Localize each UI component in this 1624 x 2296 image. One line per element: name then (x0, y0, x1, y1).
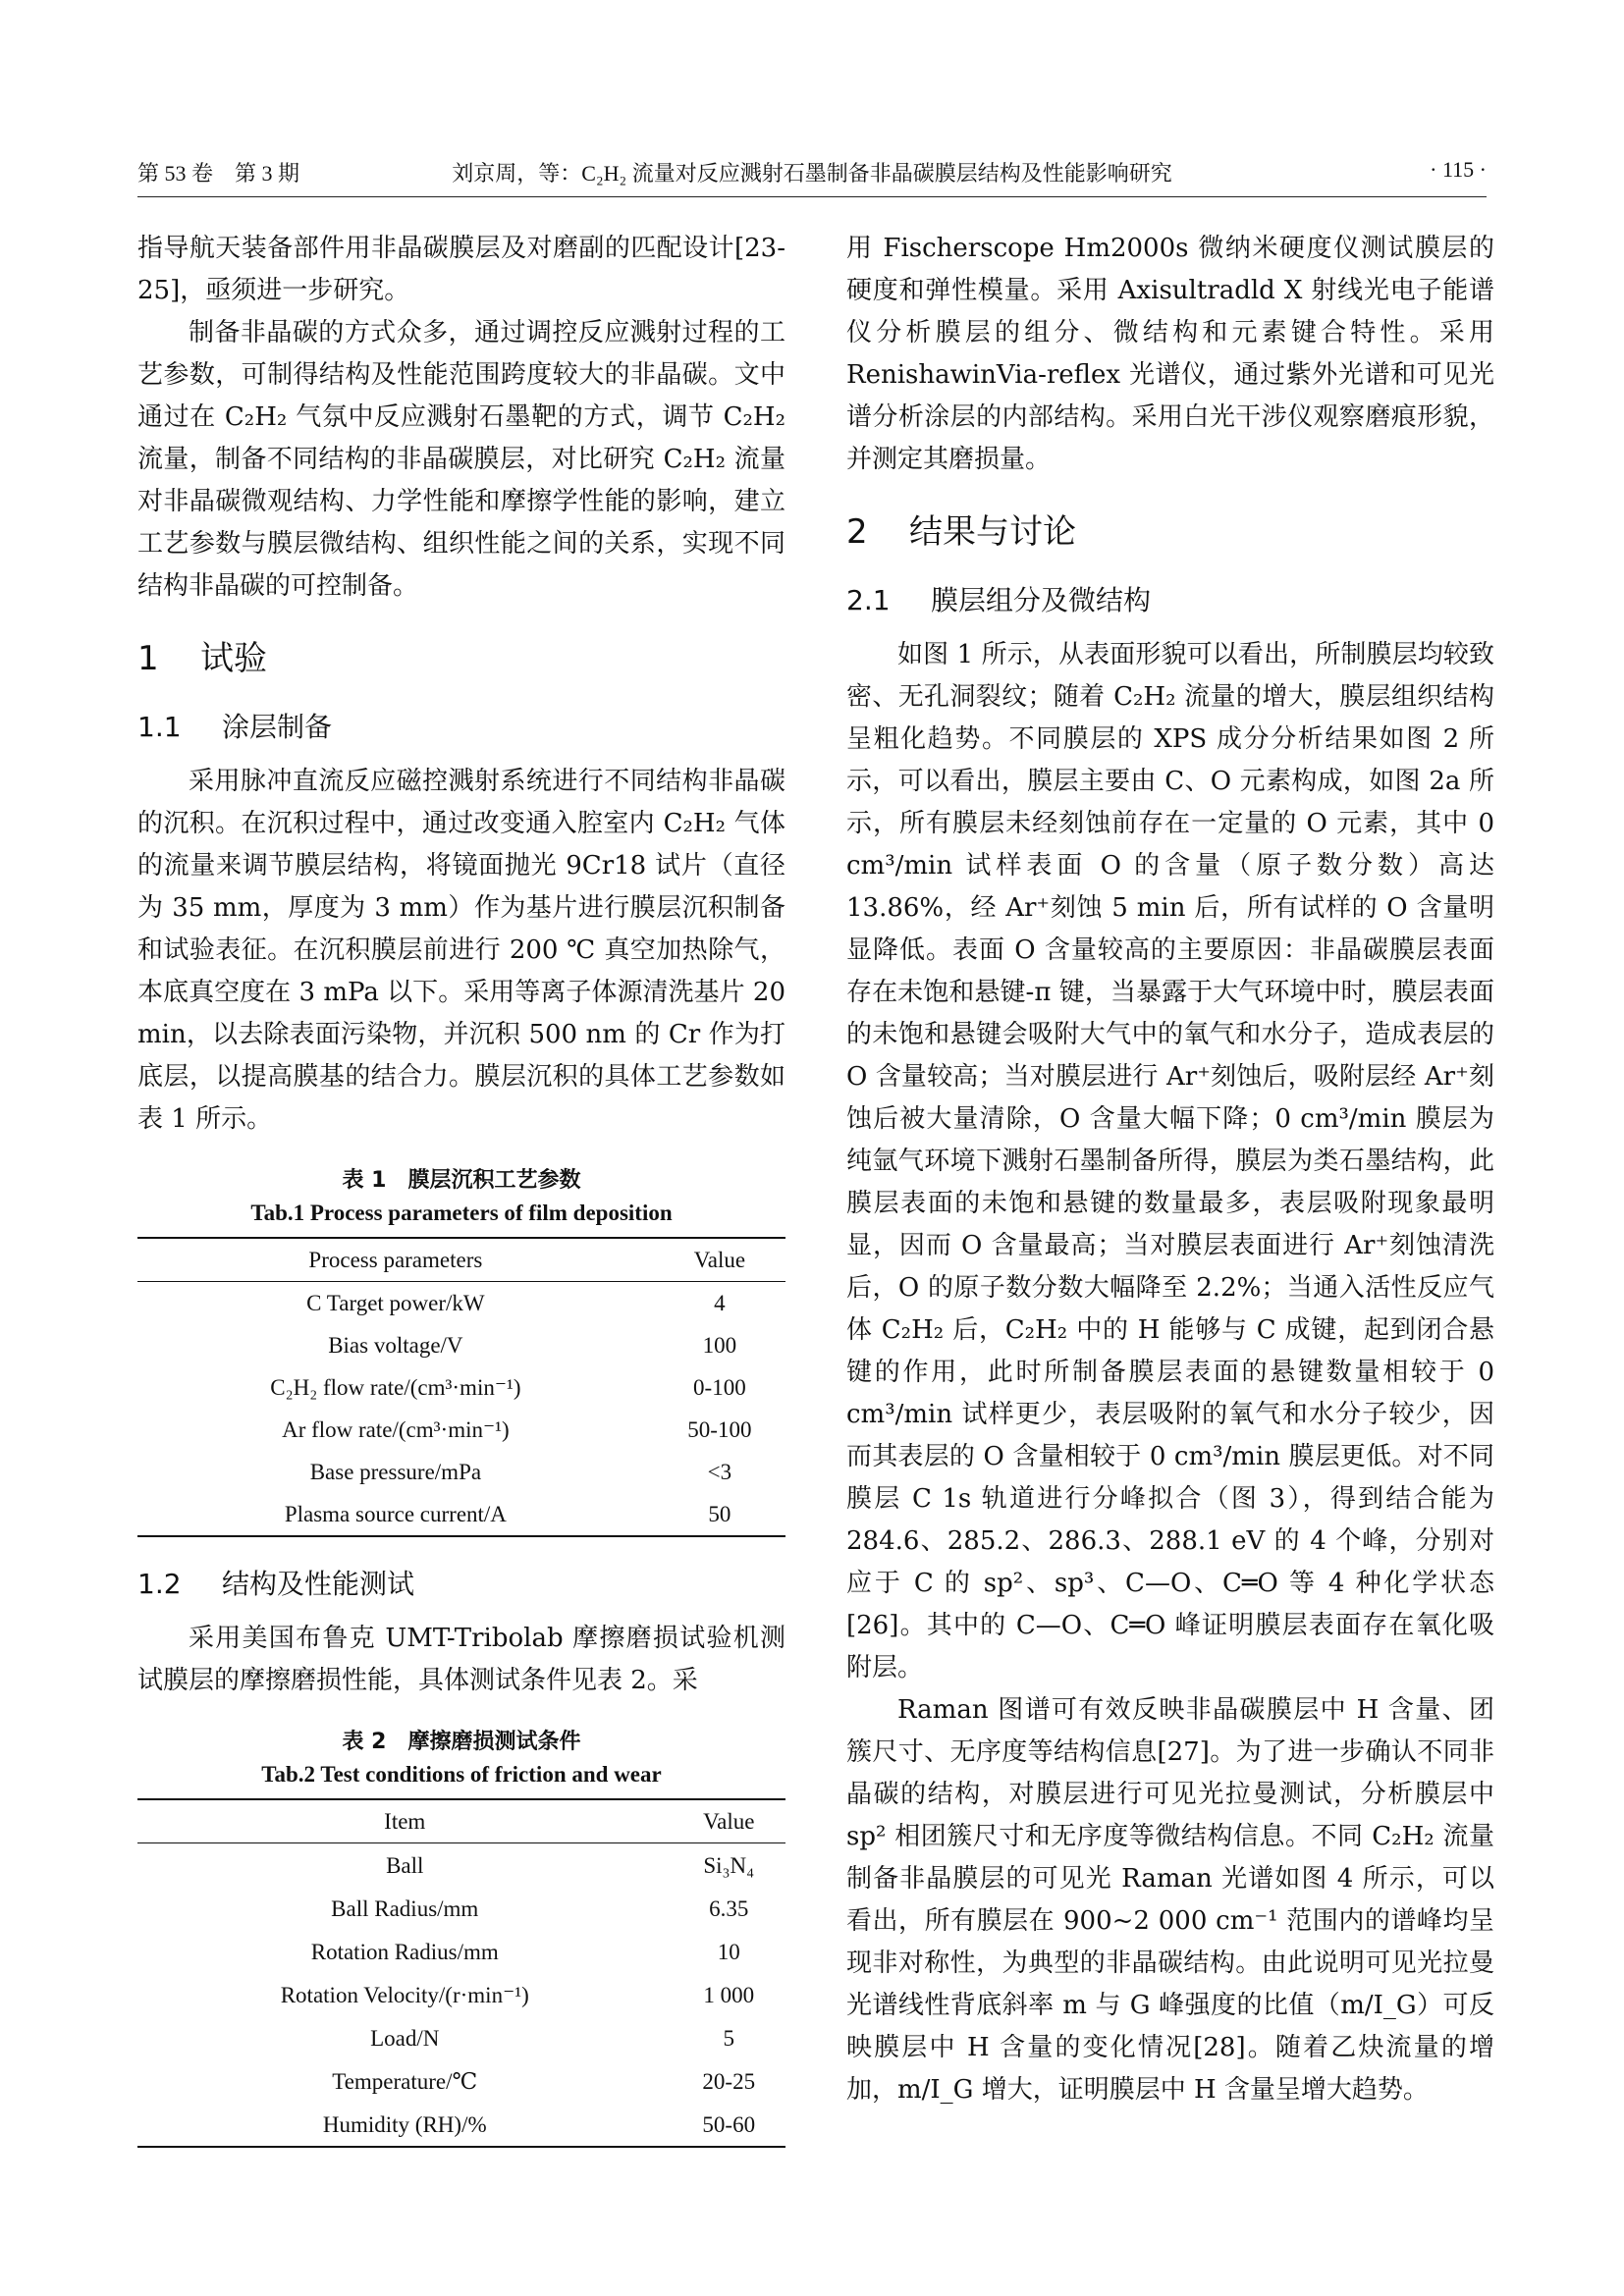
section-1-1-heading (137, 700, 785, 755)
table-cell: 4 (714, 1291, 726, 1315)
column-header: Item (384, 1809, 426, 1834)
table-2-caption-en: Tab.2 Test conditions of friction and wear (261, 1762, 662, 1787)
column-header: Value (703, 1809, 755, 1834)
section-title: 结果与讨论 (909, 512, 1076, 552)
table-row (137, 1451, 785, 1493)
left-column (137, 228, 785, 2167)
column-header: Process parameters (308, 1248, 483, 1272)
section-number: 1.2 (137, 1568, 182, 1600)
table-row (137, 1843, 785, 1888)
table-2-caption-cn: 表 2 摩擦磨损测试条件 (342, 1730, 581, 1754)
table-header-row (137, 1238, 785, 1282)
table-row (137, 1282, 785, 1325)
paragraph-raman-results: Raman 图谱可有效反映非晶碳膜层中 H 含量、团簇尺寸、无序度等结构信息[27]。为了进一步确认不同非晶碳的结构，对膜层进行可见光拉曼测试，分析膜层中 sp² 相团簇尺寸和无序度等微结构信息。不同 C₂H₂ 流量制备非晶膜层的可见光 Raman 光谱如图 4 所示，可以看出，所有膜层在 900~2 000 cm⁻¹ 范围内的谱峰均呈现非对称性，为典型的非晶碳结构。由此说明可见光拉曼光谱线性背底斜率 m 与 G 峰强度的比值（m/I_G）可反映膜层中 H 含量的变化情况[28]。随着乙炔流量的增加，m/I_G 增大，证明膜层中 H 含量呈增大趋势。 (846, 1695, 1494, 2105)
table-row (137, 2016, 785, 2059)
table-row (137, 2059, 785, 2103)
table-cell: Si₃N₄ (703, 1852, 755, 1878)
section-number: 2 (846, 512, 868, 552)
table-cell: Humidity (RH)/% (322, 2111, 487, 2137)
table-2 (137, 1798, 785, 2148)
section-title: 结构及性能测试 (222, 1568, 415, 1600)
header-rule (137, 196, 1487, 197)
section-2-heading (846, 503, 1494, 561)
section-title: 膜层组分及微结构 (931, 584, 1152, 616)
section-title: 涂层制备 (222, 711, 333, 743)
table-1-caption-cn: 表 1 膜层沉积工艺参数 (342, 1168, 581, 1193)
page-number: · 115 · (1430, 157, 1487, 182)
table-cell: 50 (708, 1502, 731, 1526)
table-row (137, 2103, 785, 2147)
table-cell: Bias voltage/V (328, 1333, 463, 1358)
table-cell: 0-100 (693, 1375, 746, 1400)
table-row (137, 1324, 785, 1366)
table-cell: 10 (717, 1939, 740, 1964)
section-2-1-heading (846, 573, 1494, 628)
table-row (137, 1973, 785, 2016)
paragraph-testing: 采用美国布鲁克 UMT-Tribolab 摩擦磨损试验机测试膜层的摩擦磨损性能，具体测试条件见表 2。采 (137, 1624, 785, 1695)
right-column (846, 228, 1494, 2111)
table-cell: Base pressure/mPa (309, 1460, 482, 1484)
table-cell: 5 (723, 2025, 734, 2051)
table-row (137, 1930, 785, 1973)
section-1-heading (137, 629, 785, 688)
section-1-2-heading (137, 1557, 785, 1612)
running-header (137, 157, 1487, 192)
table-row (137, 1887, 785, 1930)
paragraph-xps-results: 如图 1 所示，从表面形貌可以看出，所制膜层均较致密、无孔洞裂纹；随着 C₂H₂ 流量的增大，膜层组织结构呈粗化趋势。不同膜层的 XPS 成分分析结果如图 2 所示，可以看出，膜层主要由 C、O 元素构成，如图 2a 所示，所有膜层未经刻蚀前存在一定量的 O 元素，其中 0 cm³/min 试样表面 O 的含量（原子数分数）高达 13.86%，经 Ar⁺刻蚀 5 min 后，所有试样的 O 含量明显降低。表面 O 含量较高的主要原因：非晶碳膜层表面存在未饱和悬键-π 键，当暴露于大气环境中时，膜层表面的未饱和悬键会吸附大气中的氧气和水分子，造成表层的 O 含量较高；当对膜层进行 Ar⁺刻蚀后，吸附层经 Ar⁺刻蚀后被大量清除，O 含量大幅下降；0 cm³/min 膜层为纯氩气环境下溅射石墨制备所得，膜层为类石墨结构，此膜层表面的未饱和悬键的数量最多，表层吸附现象最明显，因而 O 含量最高；当对膜层表面进行 Ar⁺刻蚀清洗后，O 的原子数分数大幅降至 2.2%；当通入活性反应气体 C₂H₂ 后，C₂H₂ 中的 H 能够与 C 成键，起到闭合悬键的作用，此时所制备膜层表面的悬键数量相较于 0 cm³/min 试样更少，表层吸附的氧气和水分子较少，因而其表层的 O 含量相较于 0 cm³/min 膜层更低。对不同膜层 C 1s 轨道进行分峰拟合（图 3），得到结合能为 284.6、285.2、286.3、288.1 eV 的 4 个峰，分别对应于 C 的 sp²、sp³、C—O、C═O 等 4 种化学状态[26]。其中的 C—O、C═O 峰证明膜层表面存在氧化吸附层。 (846, 640, 1494, 1682)
table-1 (137, 1237, 785, 1537)
section-number: 2.1 (846, 584, 891, 616)
section-title: 试验 (200, 639, 267, 678)
table-cell: Ball (386, 1852, 424, 1878)
table-cell: C Target power/kW (306, 1291, 485, 1315)
table-cell: Temperature/℃ (332, 2068, 478, 2094)
paragraph-coating-prep: 采用脉冲直流反应磁控溅射系统进行不同结构非晶碳的沉积。在沉积过程中，通过改变通入腔室内 C₂H₂ 气体的流量来调节膜层结构，将镜面抛光 9Cr18 试片（直径为 35 mm，厚度为 3 mm）作为基片进行膜层沉积制备和试验表征。在沉积膜层前进行 200 ℃ 真空加热除气，本底真空度在 3 mPa 以下。采用等离子体源清洗基片 20 min，以去除表面污染物，并沉积 500 nm 的 Cr 作为打底层，以提高膜基的结合力。膜层沉积的具体工艺参数如表 1 所示。 (137, 767, 785, 1134)
column-header: Value (693, 1248, 746, 1272)
table-row (137, 1366, 785, 1409)
table-cell: Plasma source current/A (284, 1502, 507, 1526)
table-cell: 1 000 (703, 1982, 755, 2007)
table-1-caption-en: Tab.1 Process parameters of film deposition (250, 1201, 673, 1225)
paragraph-intro-continued: 指导航天装备部件用非晶碳膜层及对磨副的匹配设计[23-25]，亟须进一步研究。 (137, 234, 785, 305)
table-cell: Rotation Radius/mm (310, 1939, 499, 1964)
running-title: 刘京周，等：C₂H₂ 流量对反应溅射石墨制备非晶碳膜层结构及性能影响研究 (452, 161, 1172, 186)
journal-volume-issue: 第 53 卷 第 3 期 (137, 161, 300, 186)
table-cell: <3 (707, 1460, 732, 1484)
section-number: 1.1 (137, 711, 182, 743)
table-cell: 20-25 (702, 2068, 756, 2094)
table-cell: 50-60 (702, 2111, 756, 2137)
table-row (137, 1493, 785, 1536)
table-cell: Ball Radius/mm (331, 1896, 479, 1921)
table-cell: Ar flow rate/(cm³·min⁻¹) (282, 1417, 510, 1442)
table-row (137, 1409, 785, 1451)
table-cell: 100 (702, 1333, 737, 1358)
table-cell: 6.35 (709, 1896, 749, 1921)
table-cell: Rotation Velocity/(r·min⁻¹) (280, 1982, 529, 2007)
table-cell: 50-100 (687, 1417, 752, 1442)
paragraph-testing-continued: 用 Fischerscope Hm2000s 微纳米硬度仪测试膜层的硬度和弹性模量。采用 Axisultradld X 射线光电子能谱仪分析膜层的组分、微结构和元素键合特性。采用 RenishawinVia-reflex 光谱仪，通过紫外光谱和可见光谱分析涂层的内部结构。采用白光干涉仪观察磨痕形貌，并测定其磨损量。 (846, 234, 1494, 474)
section-number: 1 (137, 639, 159, 678)
table-header-row (137, 1799, 785, 1843)
paragraph-intro-methods: 制备非晶碳的方式众多，通过调控反应溅射过程的工艺参数，可制得结构及性能范围跨度较大的非晶碳。文中通过在 C₂H₂ 气氛中反应溅射石墨靶的方式，调节 C₂H₂ 流量，制备不同结构的非晶碳膜层，对比研究 C₂H₂ 流量对非晶碳微观结构、力学性能和摩擦学性能的影响，建立工艺参数与膜层微结构、组织性能之间的关系，实现不同结构非晶碳的可控制备。 (137, 318, 785, 601)
table-cell: Load/N (370, 2025, 440, 2051)
table-cell: C₂H₂ flow rate/(cm³·min⁻¹) (270, 1375, 521, 1400)
